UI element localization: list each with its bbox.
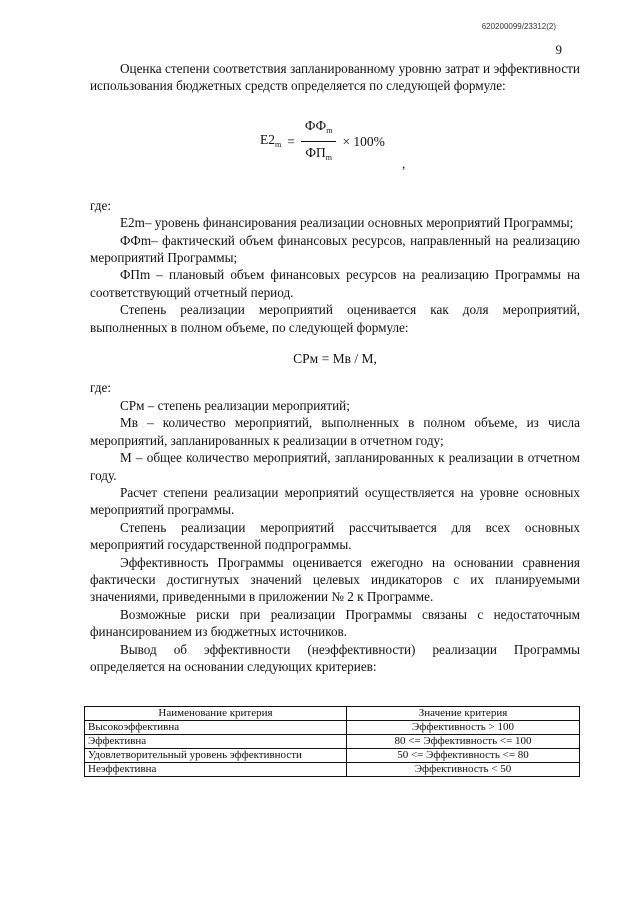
definition-ff: ФФm– фактический объем финансовых ресурсов, направленный на реализацию мероприятий Программы; [90, 232, 580, 266]
paragraph-where-1: где: [90, 197, 111, 213]
criterion-name: Высокоэффективна [85, 721, 347, 735]
formula-comma: , [402, 155, 406, 171]
formula-e2 [90, 117, 580, 177]
table-row [85, 749, 580, 763]
criteria-table [84, 706, 580, 777]
criterion-value: 80 <= Эффективность <= 100 [347, 735, 580, 749]
paragraph-risks: Возможные риски при реализации Программы связаны с недостаточным финансированием из бюджетных источников. [90, 606, 580, 640]
paragraph-degree: Степень реализации мероприятий оценивается как доля мероприятий, выполненных в полном объеме, по следующей формуле: [90, 302, 580, 335]
paragraph-calc-2: Степень реализации мероприятий рассчитывается для всех основных мероприятий государственной подпрограммы. [90, 519, 580, 553]
definition-fp: ФПm – плановый объем финансовых ресурсов на реализацию Программы на соответствующий отчетный период. [90, 267, 580, 300]
paragraph-calc: Расчет степени реализации мероприятий осуществляется на уровне основных мероприятий программы. [90, 484, 580, 518]
formula-srm: СРм = Мв / М, [293, 351, 377, 367]
formula-eq: = [287, 134, 295, 150]
criterion-name: Неэффективна [85, 763, 347, 777]
criterion-name: Удовлетворительный уровень эффективности [85, 749, 347, 763]
definition-mv: Мв – количество мероприятий, выполненных в полном объеме, из числа мероприятий, запланированных к реализации в отчетном году; [90, 415, 580, 448]
criterion-value: 50 <= Эффективность <= 80 [347, 749, 580, 763]
document-body [90, 60, 580, 675]
criterion-value: Эффективность > 100 [347, 721, 580, 735]
paragraph-conclusion: Вывод об эффективности (неэффективности) реализации Программы определяется на основании следующих критериев: [90, 641, 580, 674]
formula-multiplier: × 100% [342, 134, 385, 150]
definition-e2: Е2m– уровень финансирования реализации основных мероприятий Программы; [120, 215, 574, 231]
table-row [85, 763, 580, 777]
formula-lhs: $Е2_m$ [260, 131, 282, 149]
criterion-value: Эффективность < 50 [347, 763, 580, 777]
paragraph-where-2: где: [90, 380, 111, 396]
document-code: 620200099/23312(2) [481, 22, 556, 31]
page-number: 9 [555, 42, 562, 57]
table-header-value: Значение критерия [347, 707, 580, 721]
table-header-row [85, 707, 580, 721]
definition-srm: СРм – степень реализации мероприятий; [120, 397, 350, 413]
paragraph-intro: Оценка степени соответствия запланированному уровню затрат и эффективности использования бюджетных средств определяется по следующей формуле: [90, 61, 580, 94]
table-row [85, 721, 580, 735]
criterion-name: Эффективна [85, 735, 347, 749]
formula-numerator: $ФФ_m$ [301, 117, 337, 142]
formula-fraction [301, 117, 337, 167]
paragraph-efficiency: Эффективность Программы оценивается ежегодно на основании сравнения фактически достигнутых значений целевых индикаторов с их планируемыми значениями, приведенными в приложении № 2 к Программе. [90, 554, 580, 605]
table-header-name: Наименование критерия [85, 707, 347, 721]
formula-denominator: $ФП_m$ [305, 145, 332, 163]
table-row [85, 735, 580, 749]
definition-m: М – общее количество мероприятий, запланированных к реализации в отчетном году. [90, 450, 580, 483]
